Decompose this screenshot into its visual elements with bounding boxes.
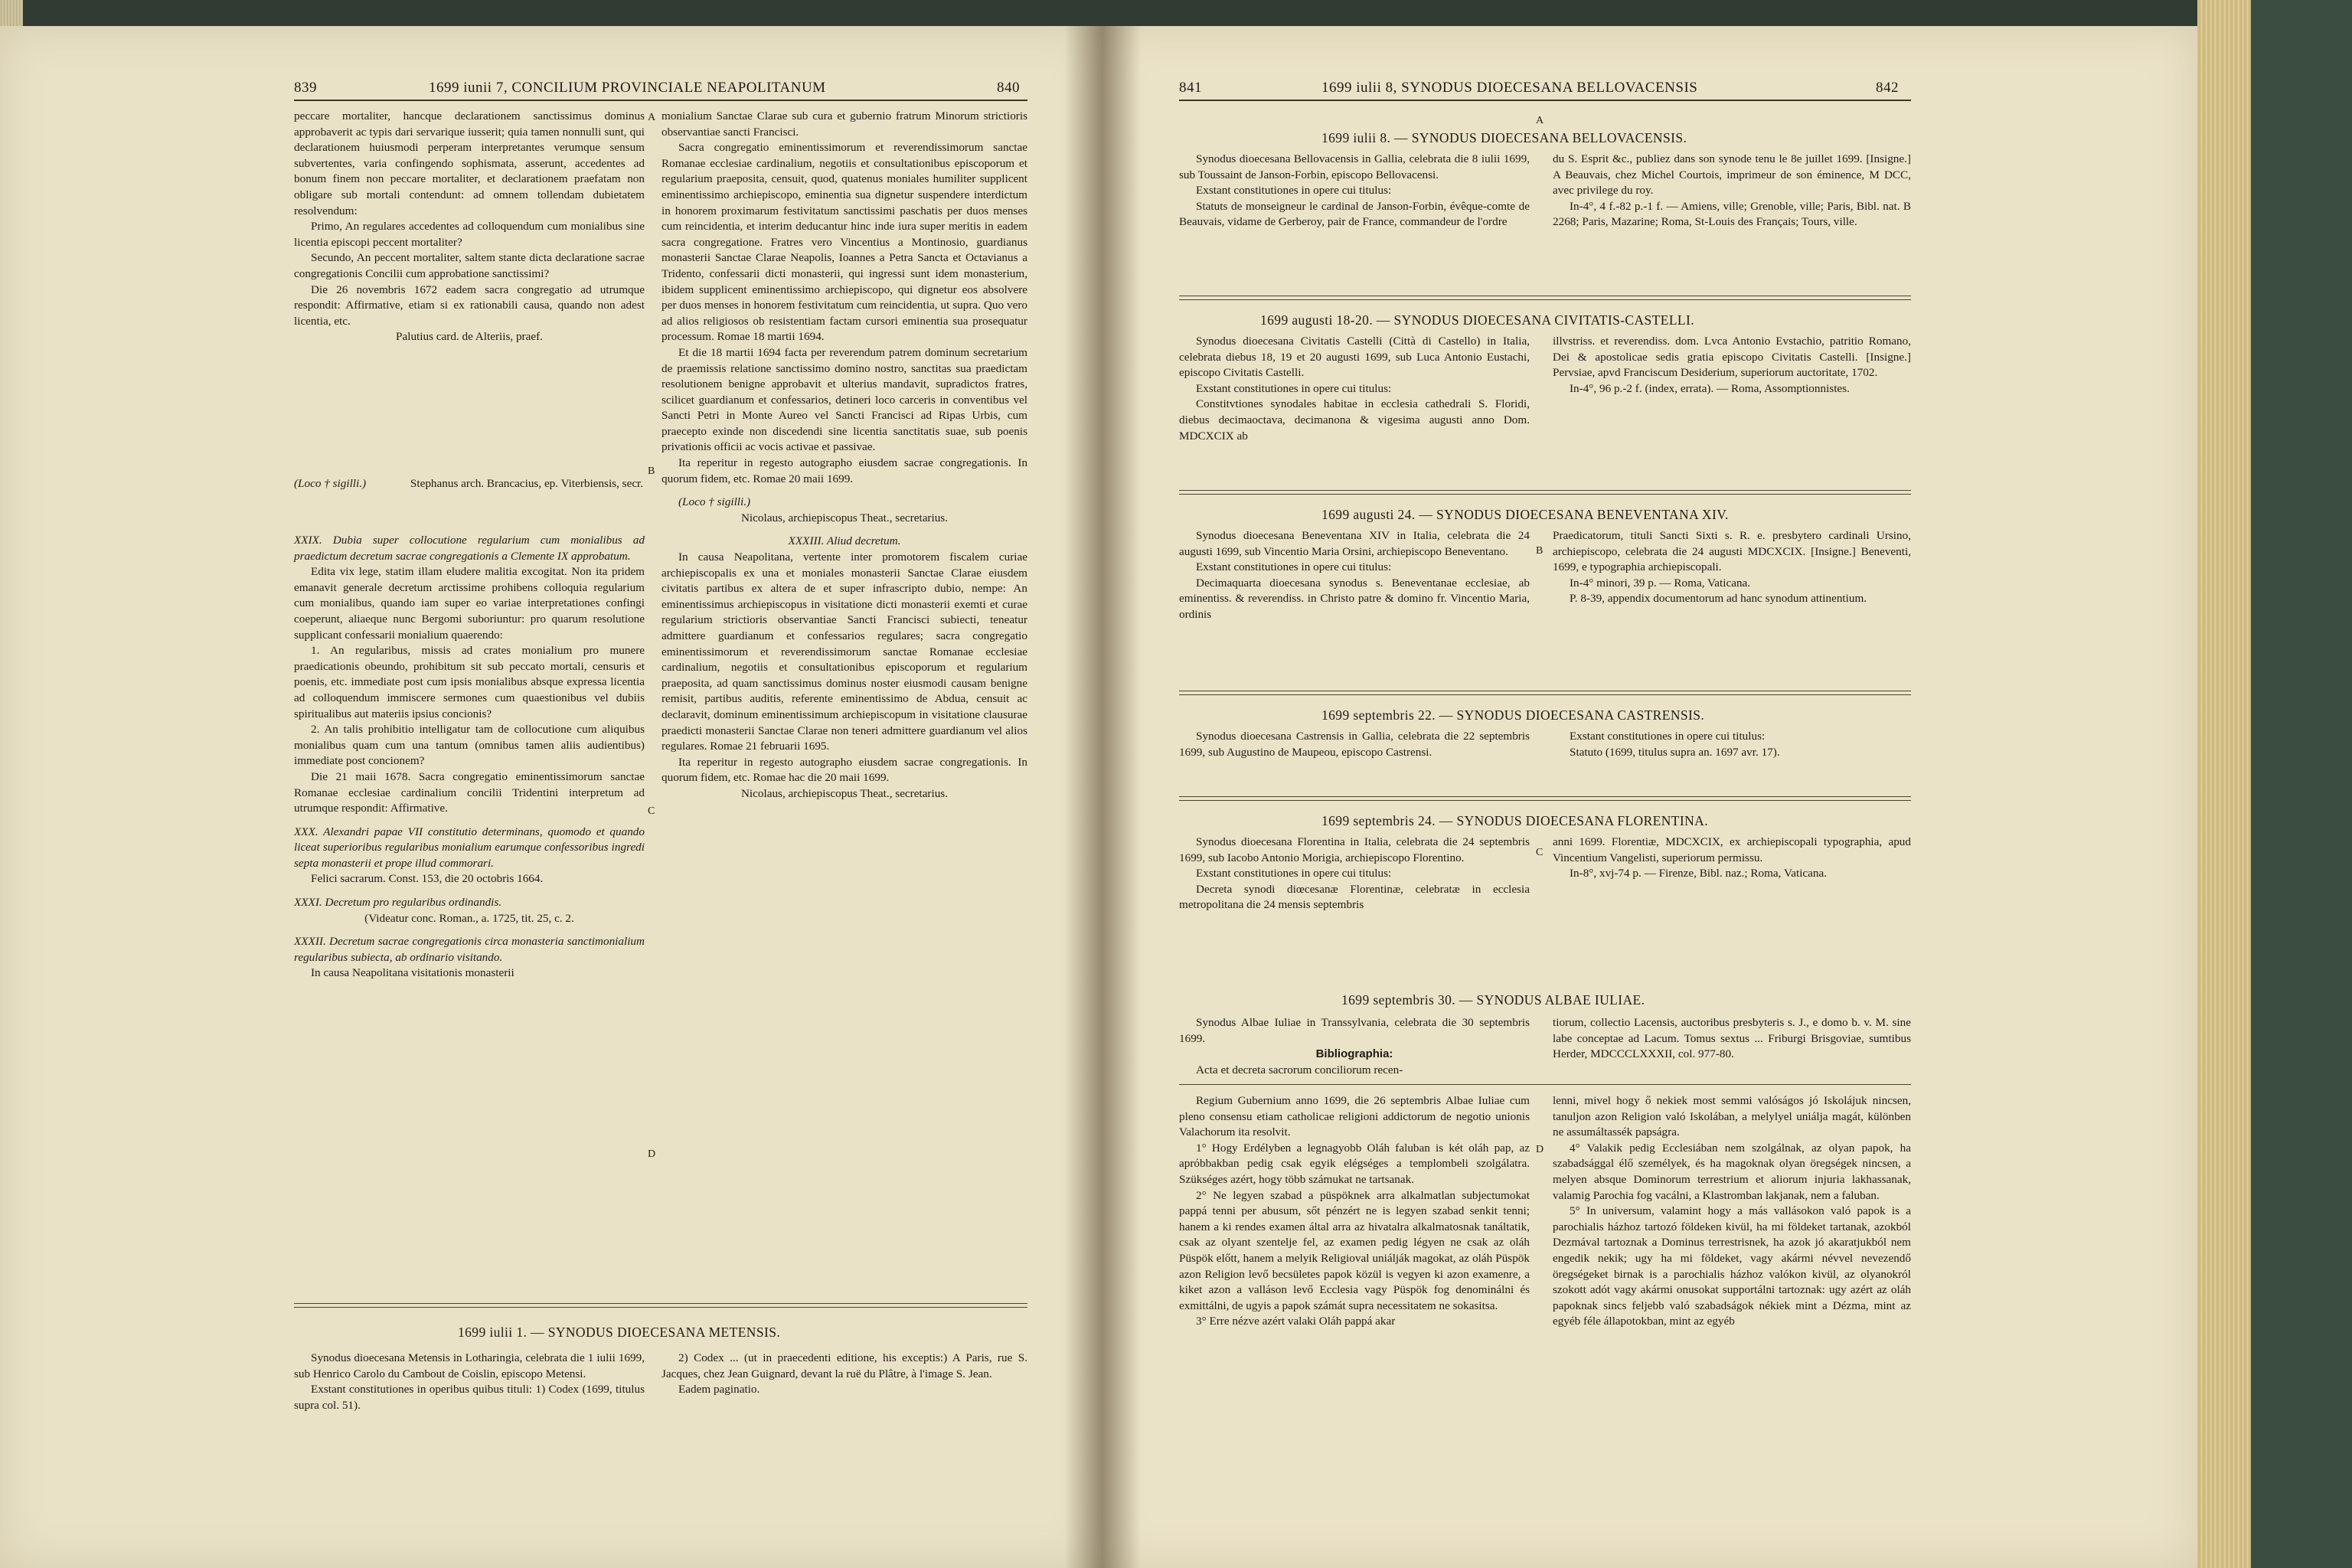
paragraph: Die 26 novembris 1672 eadem sacra congregatio ad utrumque respondit: Affirmative, etiam si ex rationabili causa, quando non adest licentia, etc. xyxy=(294,283,645,328)
paragraph: Statuts de monseigneur le cardinal de Janson-Forbin, évêque-comte de Beauvais, vidame de Gerberoy, pair de France, commandeur de l'ordre xyxy=(1179,199,1530,229)
paragraph: Synodus dioecesana Castrensis in Gallia, celebrata die 22 septembris 1699, sub Augustino de Maupeou, episcopo Castrensi. xyxy=(1179,730,1530,759)
running-header-right: 1699 iulii 8, SYNODUS DIOECESANA BELLOVACENSIS xyxy=(1321,80,1698,96)
paragraph: In-4°, 4 f.-82 p.-1 f. — Amiens, ville; Grenoble, ville; Paris, Bibl. nat. B 2268; Paris, Mazarine; Roma, St-Louis des Français; Tours, ville. xyxy=(1553,199,1911,229)
paragraph: In causa Neapolitana visitationis monasterii xyxy=(311,966,514,980)
section-column-1 xyxy=(1179,152,1530,230)
page-number-840: 840 xyxy=(997,80,1020,96)
bibliographia-label: Bibliographia: xyxy=(1315,1047,1393,1061)
paragraph: Exstant constitutiones in operibus quibus tituli: 1) Codex (1699, titulus supra col. 51). xyxy=(294,1383,645,1412)
albae-column-1 xyxy=(1179,1015,1530,1078)
section-column-1 xyxy=(1179,729,1530,760)
paragraph: Synodus dioecesana Florentina in Italia, celebrata die 24 septembris 1699, sub Iacobo Antonio Morigia, archiepiscopo Florentino. xyxy=(1179,835,1530,864)
paragraph: XXXIII. Aliud decretum. xyxy=(788,534,901,548)
metensis-column-1 xyxy=(294,1351,645,1413)
margin-letter-a: A xyxy=(648,112,656,123)
paragraph: P. 8-39, appendix documentorum ad hanc synodum attinentium. xyxy=(1570,592,1867,606)
paragraph: 2. An talis prohibitio intelligatur tam de collocutione cum aliquibus monialibus quam cum una tantum (omnibus tamen aliis audientibus) immediate post concionem? xyxy=(294,723,645,768)
section-title-albae-iuliae: 1699 septembris 30. — SYNODUS ALBAE IULIAE. xyxy=(1341,992,1645,1008)
header-rule-right xyxy=(1179,100,1911,101)
book-cover xyxy=(2251,0,2352,1568)
paragraph: Exstant constitutiones in opere cui titulus: xyxy=(1196,560,1392,574)
paragraph: Exstant constitutiones in opere cui titulus: xyxy=(1196,867,1392,880)
paragraph: Synodus dioecesana Bellovacensis in Gallia, celebrata die 8 iulii 1699, sub Toussaint de Janson-Forbin, episcopo Bellovacensi. xyxy=(1179,152,1530,181)
section-rule xyxy=(1179,796,1911,801)
section-title: 1699 iulii 8. — SYNODUS DIOECESANA BELLOVACENSIS. xyxy=(1321,130,1687,145)
paragraph: XXXI. Decretum pro regularibus ordinandis. xyxy=(294,896,502,910)
paragraph: 1° Hogy Erdélyben a legnagyobb Oláh faluban is két oláh pap, az apróbbakban pedig csak egyik elégséges a templombeli szolgálatra. Szükséges azért, hogy több számukat ne tartsanak. xyxy=(1179,1141,1530,1186)
running-header-left: 1699 iunii 7, CONCILIUM PROVINCIALE NEAPOLITANUM xyxy=(429,80,826,96)
metensis-column-2 xyxy=(662,1351,1027,1398)
paragraph: Sacra congregatio eminentissimorum et reverendissimorum sanctae Romanae ecclesiae cardinalium, negotiis et consultationibus episcoporum et regularium praeposita, censuit, quod, quatenus moniales humiliter supplicent eminentissimo archiepiscopo, eminentia sua dignetur suspendere interdictum in honorem proximarum festivitatum sanctissimi paschatis per duos menses cum reincidentia, et interim deducantur hinc inde iura super meritis in eadem sacra congregatione. Fratres vero Vincentius a Montinosio, guardianus monasterii Sanctae Clarae Neapolis, Ioannes a Petra Sancta et Octavianus a Tridento, confessarii dicti monasterii, qui ingressi sunt idem monasterium, ibidem supplicent eminentissimo archiepiscopo, qui dignetur eos absolvere per duos menses in honorem festivitatum cum reincidentia, ut supra. Quo vero ad alios religiosos ob resistentiam factam cursori eminentia sua prosequatur processum. Romae 18 martii 1694. xyxy=(662,141,1027,344)
paragraph: (Videatur conc. Roman., a. 1725, tit. 25, c. 2. xyxy=(364,911,574,925)
page-number-842: 842 xyxy=(1876,80,1899,96)
paragraph: Statuto (1699, titulus supra an. 1697 avr. 17). xyxy=(1570,745,1780,759)
paragraph: lenni, mivel hogy ő nekiek most semmi valóságos jó Iskolájuk nincsen, tanuljon azon Religion való Iskolában, a melylyel uniálja magát, különben ne assumáltassék papságra. xyxy=(1553,1094,1911,1139)
section-column-2 xyxy=(1553,334,1911,397)
paragraph: In causa Neapolitana, vertente inter promotorem fiscalem curiae archiepiscopalis ex una et moniales monasterii Sanctae Clarae eiusdem civitatis partibus ex altera de et super infrascripto dubio, nempe: An eminentissimus archiepiscopus in visitatione dicti monasterii exemti et curae regularium strictioris observantiae Sancti Francisci subiecti, teneatur admittere guardianum et confessarios regulares; sacra congregatio eminentissimorum et reverendissimorum sanctae Romanae ecclesiae cardinalium, negotiis et consultationibus episcoporum et regularium praeposita, ad quam sanctissimus dominus noster eiusmodi causam benigne remisit, partibus auditis, referente eminentissimo de Abdua, censuit ac declaravit, dominum eminentissimum archiepiscopum in visitatione clausurae praedicti monasterii Sanctae Clarae non teneri admittere guardianum vel alios regulares. Romae 21 februarii 1695. xyxy=(662,550,1027,753)
paragraph: In-8°, xvj-74 p. — Firenze, Bibl. naz.; Roma, Vaticana. xyxy=(1570,867,1828,880)
paragraph: Ita reperitur in regesto autographo eiusdem sacrae congregationis. In quorum fidem, etc. Romae hac die 20 maii 1699. xyxy=(662,755,1027,785)
margin-letter-b: B xyxy=(648,466,655,477)
paragraph: (Loco † sigilli.) xyxy=(678,495,751,509)
left-page xyxy=(0,26,1099,1568)
paragraph: 3° Erre nézve azért valaki Oláh pappá akar xyxy=(1196,1315,1396,1328)
paragraph: anni 1699. Florentiæ, MDCXCIX, ex archiepiscopali typographia, apud Vincentium Vangelisti, superiorum permissu. xyxy=(1553,835,1911,864)
section-column-2 xyxy=(1553,528,1911,607)
section-column-2 xyxy=(1553,835,1911,882)
seal-signature-block xyxy=(294,476,645,492)
section-rule xyxy=(1179,490,1911,495)
margin-letter-c: C xyxy=(648,805,655,817)
section-title-metensis: 1699 iulii 1. — SYNODUS DIOECESANA METENSIS. xyxy=(458,1325,781,1340)
page-edge-right xyxy=(2197,0,2251,1568)
section-title: 1699 augusti 24. — SYNODUS DIOECESANA BENEVENTANA XIV. xyxy=(1321,507,1729,522)
seal-note: (Loco † sigilli.) xyxy=(294,477,367,490)
page-number-839: 839 xyxy=(294,80,317,96)
margin-letter-d-right: D xyxy=(1536,1144,1544,1155)
paragraph: XXX. Alexandri papae VII constitutio determinans, quomodo et quando liceat superioribus regularibus monialium earumque confessoribus ingredi septa monasterii et prope illud commorari. xyxy=(294,825,645,870)
paragraph: Regium Gubernium anno 1699, die 26 septembris Albae Iuliae cum pleno consensu etiam catholicae religioni addictorum de negotio unionis Valachorum ita resolvit. xyxy=(1179,1094,1530,1139)
paragraph: Exstant constitutiones in opere cui titulus: xyxy=(1570,730,1766,743)
paragraph: 2° Ne legyen szabad a püspöknek arra alkalmatlan subjectumokat pappá tenni per abusum, sőt pénzért ne is legyen szabad senkit tenni; hanem a ki rendes examen által arra az hivatalra alkalmatosnak tanáltatik, csak az olyant szentelje fel, az examen pedig légyen ne csak az oláh Püspök előtt, hanem a melyik Religioval uniálják magokat, az oláh Püspök azon Religion levő becsületes papok közül is vegyen ki azon examenre, a kiket azon a valláson levő Ecclesia vagy Püspök fog denominálni és exmittálni, de ugyis a papok számát supra necessitatem ne sokasitsa. xyxy=(1179,1188,1530,1312)
margin-letter-d: D xyxy=(648,1148,656,1160)
paragraph: In-4°, 96 p.-2 f. (index, errata). — Roma, Assomptionnistes. xyxy=(1570,381,1850,395)
paragraph: Felici sacrarum. Const. 153, die 20 octobris 1664. xyxy=(311,872,544,886)
section-rule-metensis xyxy=(294,1303,1027,1308)
paragraph: 4° Valakik pedig Ecclesiában nem szolgálnak, az olyan papok, ha szabadsággal élő személyek, és ha magoknak olyan öregségek nincsen, a melyen absque Dominorum terrestrium et aliorum injuria lakhassanak, valamig Parochia fog vacálni, a Klastromban lakjanak, nem a faluban. xyxy=(1553,1141,1911,1202)
albae-acta: Acta et decreta sacrorum conciliorum recen- xyxy=(1196,1063,1403,1076)
left-column-1b xyxy=(294,525,645,982)
paragraph: peccare mortaliter, hancque declarationem sanctissimus dominus approbaverit ac typis dari servarique iusserit; quia tamen nonnulli sunt, qui declarationem huiusmodi perperam interpretantes verumque sensum subvertentes, varia confingendo sophismata, asserunt, accedentes ad bonum finem non peccare mortaliter, et declarationem praefatam non obligare sub mortali contendunt: ad omnem tollendam dubietatem resolvendum: xyxy=(294,109,645,217)
margin-letter-a-right: A xyxy=(1536,115,1544,126)
paragraph: 2) Codex ... (ut in praecedenti editione, his exceptis:) A Paris, rue S. Jacques, chez Jean Guignard, devant la ruë du Plâtre, à l'image S. Jean. xyxy=(662,1351,1027,1380)
paragraph: Exstant constitutiones in opere cui titulus: xyxy=(1196,381,1392,395)
albae-column-2 xyxy=(1553,1015,1911,1063)
hungarian-column-2 xyxy=(1553,1093,1911,1330)
margin-letter-c-right: C xyxy=(1536,847,1544,858)
page-number-841: 841 xyxy=(1179,80,1202,96)
section-column-2 xyxy=(1553,152,1911,230)
section-title: 1699 septembris 22. — SYNODUS DIOECESANA CASTRENSIS. xyxy=(1321,707,1705,723)
section-column-1 xyxy=(1179,528,1530,623)
section-rule xyxy=(1179,296,1911,300)
paragraph: In-4° minori, 39 p. — Roma, Vaticana. xyxy=(1570,576,1751,590)
section-column-1 xyxy=(1179,334,1530,444)
paragraph: monialium Sanctae Clarae sub cura et gubernio fratrum Minorum strictioris observantiae sancti Francisci. xyxy=(662,109,1027,139)
paragraph: Nicolaus, archiepiscopus Theat., secretarius. xyxy=(740,786,949,800)
paragraph: Exstant constitutiones in opere cui titulus: xyxy=(1196,184,1392,198)
albae-intro: Synodus Albae Iuliae in Transsylvania, celebrata die 30 septembris 1699. xyxy=(1179,1016,1530,1045)
header-rule xyxy=(294,100,1027,101)
signature-stephanus: Stephanus arch. Brancacius, ep. Viterbiensis, secr. xyxy=(410,477,644,490)
paragraph: Secundo, An peccent mortaliter, saltem stante dicta declaratione sacrae congregationis Concilii cum approbatione sanctissimi? xyxy=(294,251,645,280)
left-column-1 xyxy=(294,109,645,345)
paragraph: Et die 18 martii 1694 facta per reverendum patrem dominum secretarium de praemissis relatione sanctissimo domino nostro, sanctitas sua praedictam resolutionem benigne approbavit et ulterius mandavit, supradictos fratres, scilicet guardianum et confessarios, detineri loco carceris in conventibus vel Sancti Petri in Monte Aureo vel Sancti Francisci ad Ripas Urbis, cum praecepto exinde non discedendi sine licentia sanctitatis suae, sub poenis privationis officii ac vocis activae et passivae. xyxy=(662,345,1027,454)
paragraph: Decreta synodi diœcesanæ Florentinæ, celebratæ in ecclesia metropolitana die 24 mensis septembris xyxy=(1179,882,1530,912)
paragraph: 5° In universum, valamint hogy a más vallásokon való papok is a parochialis házhoz tartozó földeken kivül, ha mi földeket tartanak, azokból Dezmával tartoznak a Dominus terrestrisnek, ha azok jó akaratjukból nem engedik nekik; ugy ha mi földeket, vagy akármi névvel nevezendő öregségeket birnak is a parochialis házhoz valókon kivül, az olyanokról szokott adót vagy akármi onusokat supportálni tartoznak: ugy azért az oláh papoknak sincs feljebb való szabadságok nékiek mint a Dézma, mint az egyéb féle állapotokban, mint az egyéb xyxy=(1553,1204,1911,1328)
paragraph: Eadem paginatio. xyxy=(678,1383,760,1396)
paragraph: Edita vix lege, statim illam eludere malitia excogitat. Non ita pridem emanavit generale decretum arctissime prohibens colloquia regularium cum monialibus, quando iam super eo variae interpretationes confingi coeperunt, aliaeque nunc Bergomi suboriuntur: pro quarum resolutione supplicant confessarii monialium quaerendo: xyxy=(294,565,645,642)
paragraph: XXXII. Decretum sacrae congregationis circa monasteria sanctimonialium regularibus subiecta, ab ordinario visitando. xyxy=(294,935,645,964)
paragraph: Decimaquarta dioecesana synodus s. Beneventanae ecclesiae, ab eminentiss. & reverendiss. in Christo patre & domino fr. Vincentio Maria, ordinis xyxy=(1179,576,1530,621)
section-rule xyxy=(1179,691,1911,695)
paragraph: Nicolaus, archiepiscopus Theat., secretarius. xyxy=(740,511,949,524)
paragraph: du S. Esprit &c., publiez dans son synode tenu le 8e juillet 1699. [Insigne.] A Beauvais, chez Michel Courtois, imprimeur de son éminence, M DCC, avec privilege du roy. xyxy=(1553,152,1911,198)
albae-collectio: tiorum, collectio Lacensis, auctoribus presbyteris s. J., e domo b. v. M. sine labe conceptae ad Lacum. Tomus sextus ... Friburgi Brisgoviae, sumtibus Herder, MDCCCLXXXII, col. 977-80. xyxy=(1553,1016,1911,1061)
albae-rule xyxy=(1179,1084,1911,1085)
section-title: 1699 septembris 24. — SYNODUS DIOECESANA FLORENTINA. xyxy=(1321,813,1708,828)
paragraph: Synodus dioecesana Beneventana XIV in Italia, celebrata die 24 augusti 1699, sub Vincentio Maria Orsini, archiepiscopo Beneventano. xyxy=(1179,529,1530,558)
paragraph: Palutius card. de Alteriis, praef. xyxy=(396,330,543,344)
section-column-1 xyxy=(1179,835,1530,913)
right-page xyxy=(1099,26,2197,1568)
paragraph: Primo, An regulares accedentes ad colloquendum cum monialibus sine licentia episcopi peccent mortaliter? xyxy=(294,220,645,249)
paragraph: Constitvtiones synodales habitae in ecclesia cathedrali S. Floridi, diebus decimaoctava, decimanona & vigesima augusti anno Dom. MDCXCIX ab xyxy=(1179,397,1530,443)
paragraph: Praedicatorum, tituli Sancti Sixti s. R. e. presbytero cardinali Ursino, archiepiscopo, celebrata die 24 augusti MDCXCIX. [Insigne.] Beneventi, 1699, e typographia archiepiscopali. xyxy=(1553,529,1911,574)
paragraph: Die 21 maii 1678. Sacra congregatio eminentissimorum sanctae Romanae ecclesiae cardinalium concilii Tridentini interpretum ad utrumque respondit: Affirmative. xyxy=(294,769,645,815)
left-column-2 xyxy=(662,109,1027,802)
margin-letter-b-right: B xyxy=(1536,545,1544,557)
section-column-2 xyxy=(1553,729,1911,760)
paragraph: XXIX. Dubia super collocutione regularium cum monialibus ad praedictum decretum sacrae congregationis a Clemente IX approbatum. xyxy=(294,534,645,563)
paragraph: illvstriss. et reverendiss. dom. Lvca Antonio Evstachio, patritio Romano, Dei & apostolicae sedis gratia episcopo Civitatis Castelli. [Insigne.] Pervsiae, apvd Franciscum Desiderium, superiorum auctoritate, 1702. xyxy=(1553,335,1911,380)
paragraph: Synodus dioecesana Civitatis Castelli (Città di Castello) in Italia, celebrata diebus 18, 19 et 20 augusti 1699, sub Luca Antonio Eustachi, episcopo Civitatis Castelli. xyxy=(1179,335,1530,380)
hungarian-column-1 xyxy=(1179,1093,1530,1330)
paragraph: 1. An regularibus, missis ad crates monialium pro munere praedicationis obeundo, prohibitum sit sub peccato mortali, censuris et poenis, etc. immediate post cum ipsis monialibus absque expressa licentia ad colloquendum immiscere sermones cum quaestionibus vel dubiis spiritualibus aut materiis ipsius concionis? xyxy=(294,644,645,720)
section-title: 1699 augusti 18-20. — SYNODUS DIOECESANA CIVITATIS-CASTELLI. xyxy=(1260,312,1695,328)
paragraph: Synodus dioecesana Metensis in Lotharingia, celebrata die 1 iulii 1699, sub Henrico Carolo du Cambout de Coislin, episcopo Metensi. xyxy=(294,1351,645,1380)
paragraph: Ita reperitur in regesto autographo eiusdem sacrae congregationis. In quorum fidem, etc. Romae 20 maii 1699. xyxy=(662,456,1027,485)
